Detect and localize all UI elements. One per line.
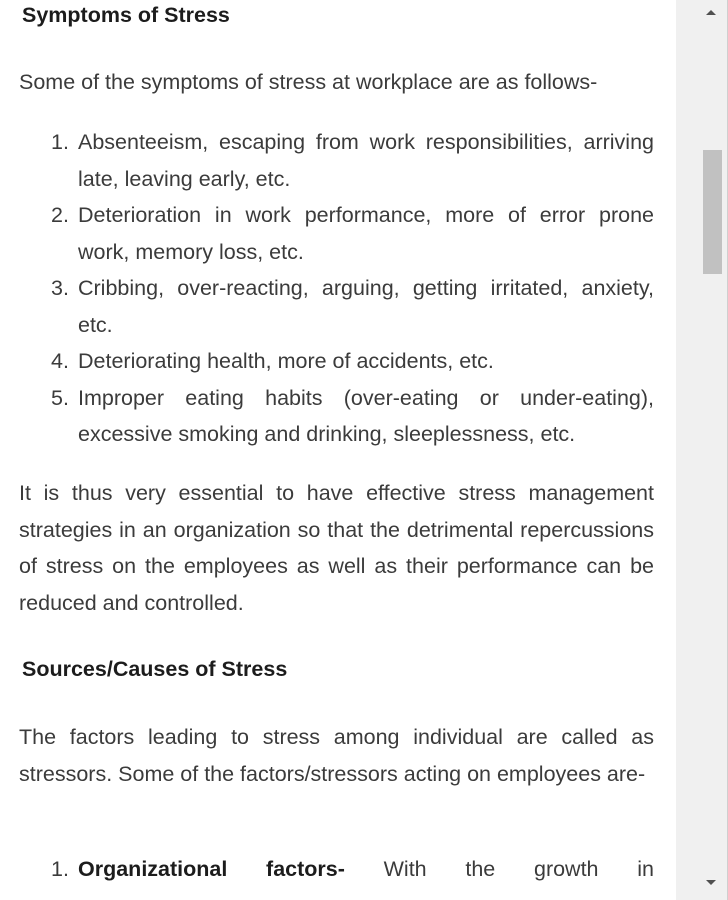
list-item-text: With the growth in	[383, 857, 654, 881]
list-item	[51, 197, 654, 270]
list-item	[51, 343, 654, 380]
list-number: 5.	[51, 385, 69, 410]
symptoms-intro: Some of the symptoms of stress at workplace are as follows-	[19, 70, 598, 94]
list-number: 3.	[51, 276, 69, 300]
list-number: 4.	[51, 349, 69, 373]
arrow-up-icon[interactable]	[706, 10, 716, 15]
list-number: 1.	[51, 130, 69, 154]
scrollbar-track[interactable]	[701, 0, 728, 900]
conclusion-paragraph: It is thus very essential to have effective stress management strategies in an organization so that the detrimental repercussions of stress on the employees as well as their performance can be reduced and controlled.	[19, 481, 654, 615]
list-item-text: Deteriorating health, more of accidents, etc.	[78, 349, 494, 373]
arrow-down-icon[interactable]	[706, 880, 716, 885]
list-item	[51, 380, 654, 453]
list-item	[51, 270, 654, 343]
factors-intro: The factors leading to stress among individual are called as stressors. Some of the factors/stressors acting on employees are-	[19, 725, 654, 786]
vertical-scrollbar[interactable]	[676, 0, 728, 900]
list-item-text: Deterioration in work performance, more of error prone work, memory loss, etc.	[78, 203, 654, 264]
list-item	[51, 124, 654, 197]
list-item	[51, 851, 654, 888]
causes-list	[51, 851, 654, 888]
list-item-text: Improper eating habits (over-eating or under-eating), excessive smoking and drinking, sleeplessness, etc.	[78, 385, 654, 446]
list-item-text: Cribbing, over-reacting, arguing, getting irritated, anxiety, etc.	[78, 276, 654, 337]
symptoms-heading: Symptoms of Stress	[22, 3, 230, 27]
list-number: 2.	[51, 203, 69, 227]
causes-heading: Sources/Causes of Stress	[22, 657, 288, 681]
list-number: 1.	[51, 857, 69, 881]
symptoms-list	[51, 124, 654, 453]
list-item-text: Absenteeism, escaping from work responsibilities, arriving late, leaving early, etc.	[78, 130, 654, 191]
cause-label: Organizational factors-	[78, 857, 345, 881]
scrollbar-thumb[interactable]	[703, 150, 722, 274]
